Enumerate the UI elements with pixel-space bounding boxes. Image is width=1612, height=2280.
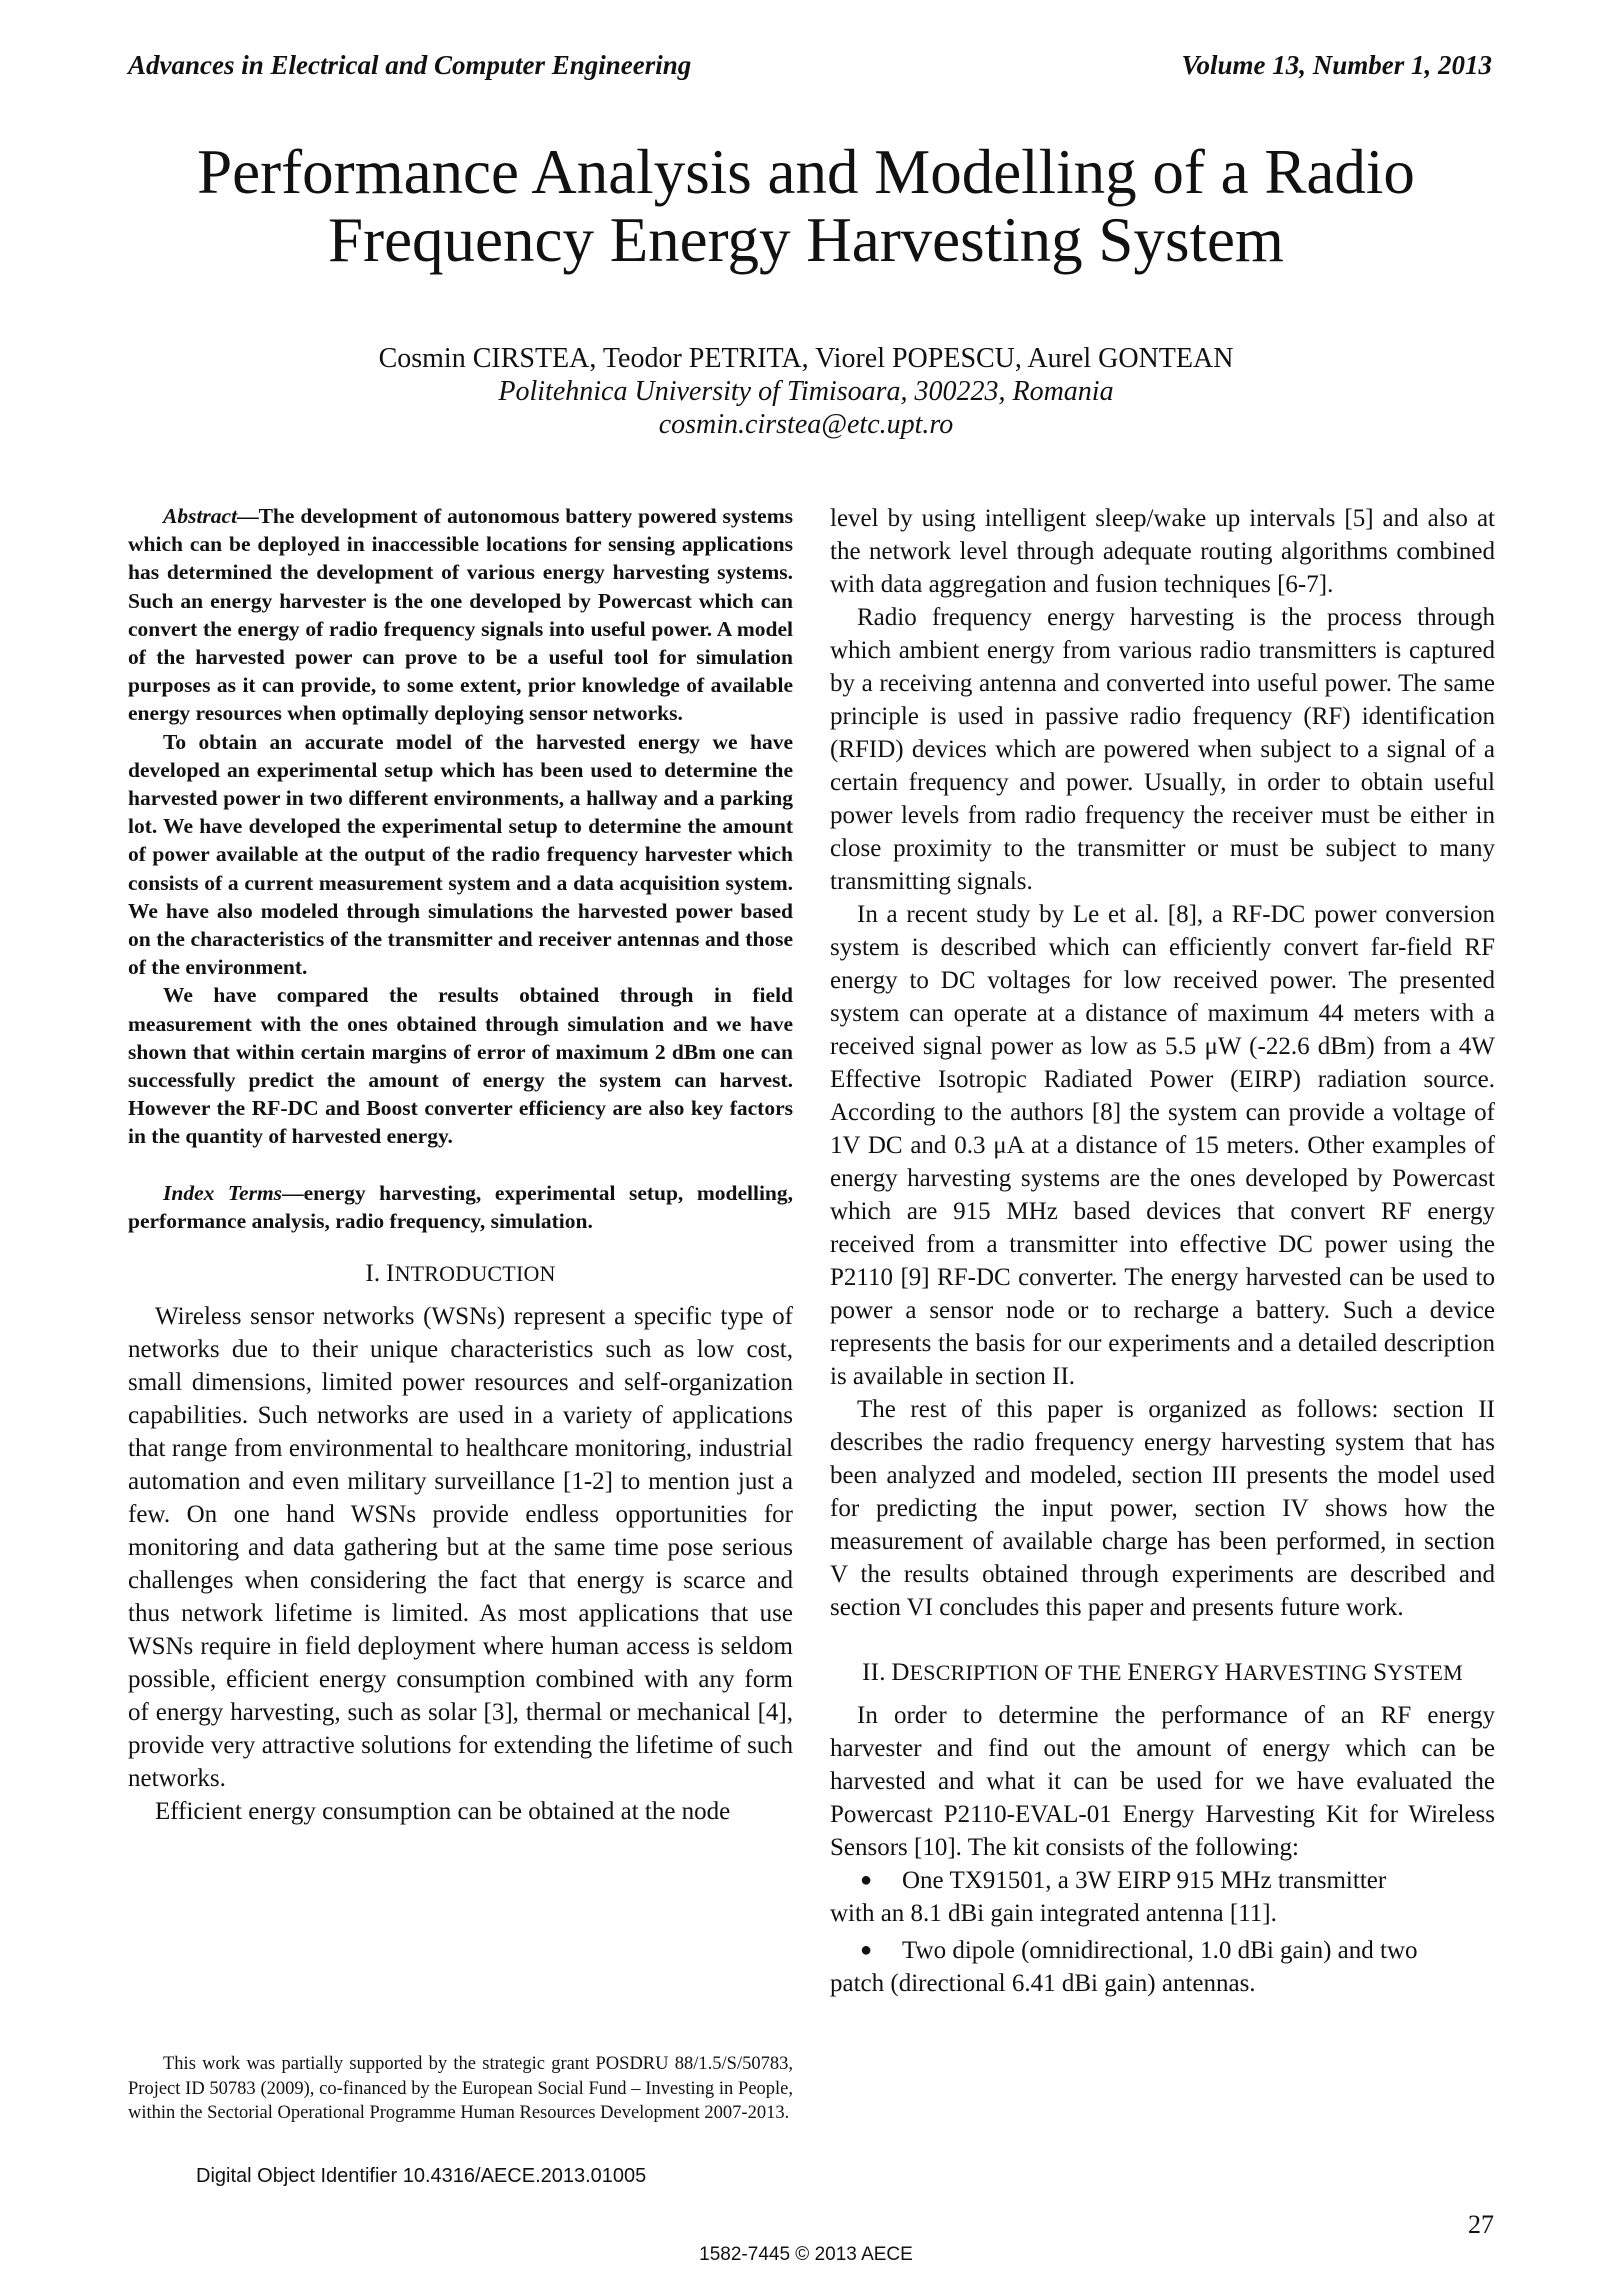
abstract — [128, 502, 793, 1151]
bullet-item: ● One TX91501, a 3W EIRP 915 MHz transmitter with an 8.1 dBi gain integrated antenna [11]. — [830, 1864, 1495, 1930]
abstract-paragraph-1: Abstract—The development of autonomous battery powered systems which can be deployed in inaccessible locations for sensing applications has determined the development of various energy harvesting systems. Such an energy harvester is the one developed by Powercast which can convert the energy of radio frequency signals into useful power. A model of the harvested power can prove to be a useful tool for simulation purposes as it can provide, to some extent, prior knowledge of available energy resources when optimally deploying sensor networks. — [128, 504, 793, 726]
intro-paragraph-1: Wireless sensor networks (WSNs) represent a specific type of networks due to their unique characteristics such as low cost, small dimensions, limited power resources and self-organization capabilities. Such networks are used in a variety of applications that range from environmental to healthcare monitoring, industrial automation and even military surveillance [1-2] to mention just a few. On one hand WSNs provide endless opportunities for monitoring and data gathering but at the same time pose serious challenges when considering the fact that energy is scarce and thus network lifetime is limited. As most applications that use WSNs require in field deployment where human access is seldom possible, efficient energy consumption combined with any form of energy harvesting, such as solar [3], thermal or mechanical [4], provide very attractive solutions for extending the lifetime of such networks. — [128, 1303, 793, 1793]
section-heading-description: II. DESCRIPTION OF THE ENERGY HARVESTING SYSTEM — [862, 1659, 1463, 1686]
left-column — [128, 502, 793, 1828]
intro-paragraph-2-start: Efficient energy consumption can be obtained at the node — [155, 1798, 731, 1826]
author-affiliation: Politehnica University of Timisoara, 300223, Romania — [498, 376, 1114, 407]
abstract-paragraph-3: We have compared the results obtained through in field measurement with the ones obtained through simulation and we have shown that within certain margins of error of maximum 2 dBm one can successfully predict the amount of energy the system can harvest. However the RF-DC and Boost converter efficiency are also key factors in the quantity of harvested energy. — [128, 983, 793, 1149]
intro-paragraph-4: In a recent study by Le et al. [8], a RF-DC power conversion system is described which can efficiently convert far-field RF energy to DC voltages for low received power. The presented system can operate at a distance of maximum 44 meters with a received signal power as low as 5.5 μW (-22.6 dBm) from a 4W Effective Isotropic Radiated Power (EIRP) radiation source. According to the authors [8] the system can provide a voltage of 1V DC and 0.3 μA at a distance of 15 meters. Other examples of energy harvesting systems are the ones developed by Powercast which are 915 MHz based devices that convert RF energy received from a transmitter into effective DC power using the P2110 [9] RF-DC converter. The energy harvested can be used to power a sensor node or to recharge a battery. Such a device represents the basis for our experiments and a detailed description is available in section II. — [830, 901, 1495, 1390]
copyright: 1582-7445 © 2013 AECE — [699, 2244, 913, 2265]
bullet-icon: ● — [859, 1939, 873, 1961]
abstract-label: Abstract — [163, 504, 238, 528]
intro-paragraph-5: The rest of this paper is organized as follows: section II describes the radio frequency energy harvesting system that has been analyzed and modeled, section III presents the model used for predicting the input power, section IV shows how the measurement of available charge has been performed, in section V the results obtained through experiments are described and section VI concludes this paper and presents future work. — [830, 1396, 1495, 1621]
author-block — [100, 342, 1512, 441]
section-heading-introduction: I. INTRODUCTION — [365, 1260, 556, 1288]
author-email: cosmin.cirstea@etc.upt.ro — [658, 409, 954, 440]
volume-info: Volume 13, Number 1, 2013 — [1181, 50, 1492, 80]
doi: Digital Object Identifier 10.4316/AECE.2013.01005 — [196, 2165, 647, 2187]
funding-footnote: This work was partially supported by the strategic grant POSDRU 88/1.5/S/50783, Project ID 50783 (2009), co-financed by the European Social Fund – Investing in People, within the Sectorial Operational Programme Human Resources Development 2007-2013. — [128, 2054, 793, 2123]
author-names: Cosmin CIRSTEA, Teodor PETRITA, Viorel POPESCU, Aurel GONTEAN — [378, 343, 1234, 374]
page-number: 27 — [1468, 2210, 1494, 2239]
index-terms-label: Index Terms — [163, 1180, 283, 1205]
right-column — [830, 502, 1495, 2000]
paper-title: Performance Analysis and Modelling of a Radio Frequency Energy Harvesting System — [197, 137, 1415, 275]
description-paragraph-1: In order to determine the performance of an RF energy harvester and find out the amount of energy which can be harvested and what it can be used for we have evaluated the Powercast P2110-EVAL-01 Energy Harvesting Kit for Wireless Sensors [10]. The kit consists of the following: — [830, 1702, 1495, 1861]
index-terms: Index Terms—energy harvesting, experimental setup, modelling, performance analysis, radio frequency, simulation. — [128, 1180, 793, 1233]
intro-paragraph-3: Radio frequency energy harvesting is the process through which ambient energy from various radio transmitters is captured by a receiving antenna and converted into useful power. The same principle is used in passive radio frequency (RF) identification (RFID) devices which are powered when subject to a signal of a certain frequency and power. Usually, in order to obtain useful power levels from radio frequency the receiver must be either in close proximity to the transmitter or must be subject to many transmitting signals. — [830, 604, 1495, 895]
bullet-icon: ● — [859, 1869, 873, 1891]
bullet-item: ● Two dipole (omnidirectional, 1.0 dBi gain) and two patch (directional 6.41 dBi gain) antennas. — [830, 1934, 1495, 2000]
journal-name: Advances in Electrical and Computer Engineering — [128, 50, 692, 80]
abstract-paragraph-2: To obtain an accurate model of the harvested energy we have developed an experimental setup which has been used to determine the harvested power in two different environments, a hallway and a parking lot. We have developed the experimental setup to determine the amount of power available at the output of the radio frequency harvester which consists of a current measurement system and a data acquisition system. We have also modeled through simulations the harvested power based on the characteristics of the transmitter and receiver antennas and those of the environment. — [128, 729, 793, 980]
intro-paragraph-2-continued: level by using intelligent sleep/wake up intervals [5] and also at the network level through adequate routing algorithms combined with data aggregation and fusion techniques [6-7]. — [830, 505, 1495, 598]
